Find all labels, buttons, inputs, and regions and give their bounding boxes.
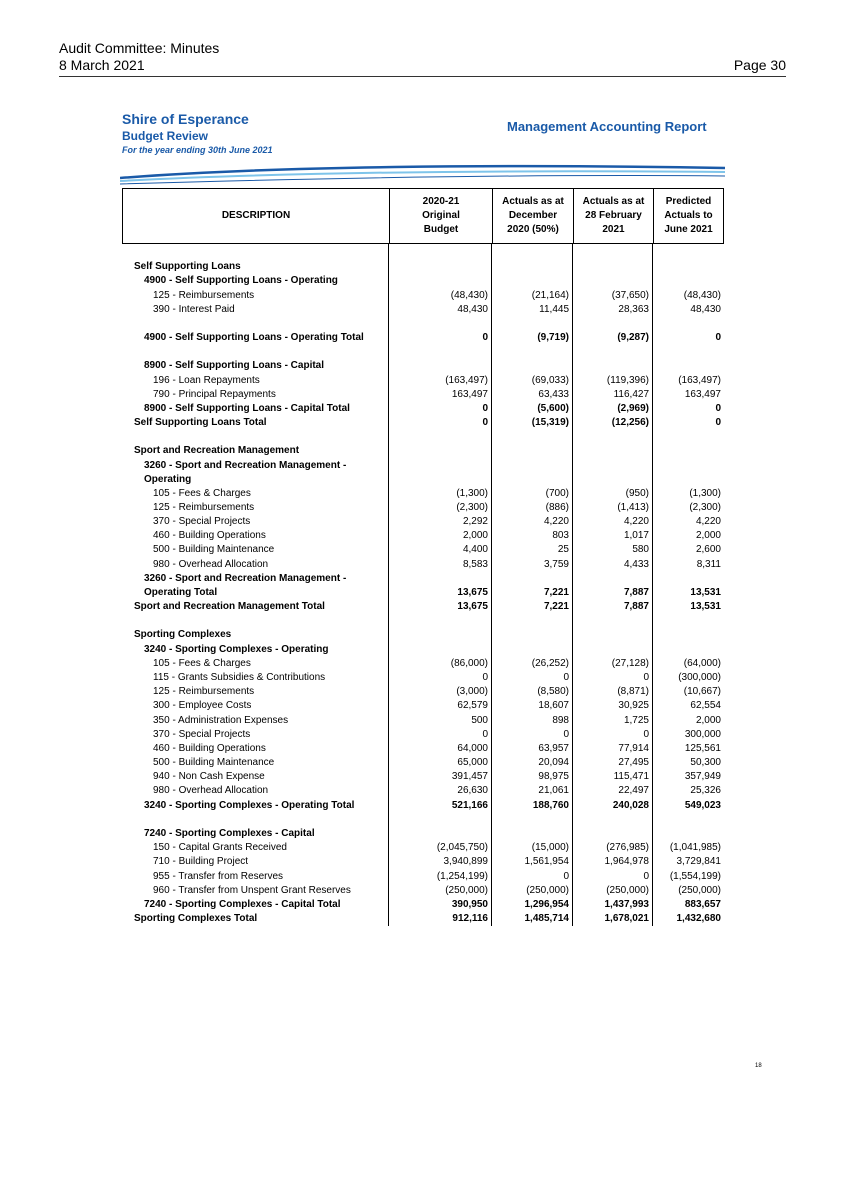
row-value: 1,964,978 [604, 856, 649, 867]
row-value: 26,630 [457, 785, 488, 796]
table-row [122, 671, 724, 685]
row-description: 8900 - Self Supporting Loans - Capital [144, 360, 325, 371]
row-value: (48,430) [450, 290, 488, 301]
row-description: Operating Total [144, 587, 218, 598]
row-value: (1,300) [456, 488, 488, 499]
row-value: 0 [482, 729, 488, 740]
page-label: Page 30 [733, 57, 786, 73]
row-value: 580 [632, 544, 649, 555]
row-value: (12,256) [611, 417, 649, 428]
footer-page-number: 18 [755, 1063, 762, 1069]
table-row [122, 742, 724, 756]
section-heading [122, 459, 724, 473]
report-subtitle: Budget Review [122, 129, 209, 143]
row-description: Operating [144, 474, 192, 485]
row-value: 2,000 [695, 530, 721, 541]
row-value: 13,675 [457, 587, 488, 598]
row-value: 300,000 [684, 729, 721, 740]
row-value: 0 [482, 417, 488, 428]
table-row [122, 870, 724, 884]
row-value: (48,430) [683, 290, 721, 301]
row-value: (1,041,985) [669, 842, 721, 853]
row-value: (5,600) [537, 403, 569, 414]
row-value: 0 [563, 672, 569, 683]
row-value: 1,678,021 [604, 913, 649, 924]
row-value: 4,220 [543, 516, 569, 527]
row-value: (2,969) [617, 403, 649, 414]
row-value: 11,445 [539, 304, 569, 315]
row-value: 62,554 [690, 700, 721, 711]
row-value: 3,940,899 [443, 856, 488, 867]
row-value: 163,497 [451, 389, 488, 400]
row-description: 500 - Building Maintenance [153, 757, 275, 768]
header-swoosh-graphic [120, 160, 725, 186]
row-value: 0 [715, 332, 721, 343]
row-value: 912,116 [452, 913, 488, 924]
table-row [122, 657, 724, 671]
row-value: 8,583 [462, 559, 488, 570]
row-value: 4,220 [695, 516, 721, 527]
row-description: 980 - Overhead Allocation [153, 785, 269, 796]
row-value: (15,319) [531, 417, 569, 428]
row-value: 0 [563, 871, 569, 882]
row-value: (163,497) [445, 375, 488, 386]
table-row [122, 558, 724, 572]
table-header [122, 188, 724, 244]
table-row [122, 402, 724, 416]
row-description: Sporting Complexes Total [134, 913, 258, 924]
row-value: (27,128) [611, 658, 649, 669]
row-value: 7,221 [543, 587, 569, 598]
row-value: 2,600 [695, 544, 721, 555]
row-value: 0 [482, 403, 488, 414]
row-value: (8,580) [537, 686, 569, 697]
row-description: 125 - Reimbursements [153, 686, 255, 697]
table-row [122, 770, 724, 784]
row-value: 4,400 [462, 544, 488, 555]
row-description: 3240 - Sporting Complexes - Operating [144, 644, 329, 655]
row-description: 4900 - Self Supporting Loans - Operating [144, 275, 338, 286]
column-header-actuals-february: Actuals as at 28 February 2021 [573, 189, 653, 243]
section-heading [122, 827, 724, 841]
row-value: (700) [545, 488, 569, 499]
row-value: 240,028 [612, 800, 649, 811]
row-value: 883,657 [684, 899, 721, 910]
row-value: 188,760 [532, 800, 569, 811]
section-heading [122, 260, 724, 274]
column-header-actuals-december: Actuals as at December 2020 (50%) [492, 189, 573, 243]
section-heading [122, 628, 724, 642]
row-value: (1,254,199) [436, 871, 488, 882]
row-value: (950) [625, 488, 649, 499]
row-value: 1,561,954 [524, 856, 569, 867]
row-description: Sporting Complexes [134, 629, 232, 640]
row-value: 13,675 [457, 601, 488, 612]
document-date: 8 March 2021 [59, 57, 145, 73]
row-value: 391,457 [451, 771, 488, 782]
row-value: (886) [545, 502, 569, 513]
row-value: 357,949 [684, 771, 721, 782]
row-value: 25 [557, 544, 569, 555]
row-value: 28,363 [618, 304, 649, 315]
row-value: 4,220 [623, 516, 649, 527]
row-value: 1,437,993 [604, 899, 649, 910]
row-value: 1,432,680 [676, 913, 721, 924]
row-description: 960 - Transfer from Unspent Grant Reserves [153, 885, 351, 896]
row-value: (300,000) [678, 672, 721, 683]
row-value: (163,497) [678, 375, 721, 386]
section-heading [122, 572, 724, 586]
table-row [122, 529, 724, 543]
row-value: 1,485,714 [524, 913, 569, 924]
row-value: (3,000) [456, 686, 488, 697]
section-heading [122, 643, 724, 657]
row-value: 163,497 [684, 389, 721, 400]
row-value: (9,287) [617, 332, 649, 343]
row-value: 63,957 [538, 743, 569, 754]
row-value: (37,650) [611, 290, 649, 301]
organisation-name: Shire of Esperance [122, 111, 249, 127]
row-description: 955 - Transfer from Reserves [153, 871, 284, 882]
page-header [59, 40, 786, 77]
table-row [122, 501, 724, 515]
section-heading [122, 359, 724, 373]
row-description: 3240 - Sporting Complexes - Operating Total [144, 800, 355, 811]
table-row [122, 784, 724, 798]
row-value: 1,017 [623, 530, 649, 541]
row-description: 4900 - Self Supporting Loans - Operating Total [144, 332, 364, 343]
row-description: 7240 - Sporting Complexes - Capital [144, 828, 315, 839]
row-value: (250,000) [606, 885, 649, 896]
row-value: 4,433 [623, 559, 649, 570]
row-description: 8900 - Self Supporting Loans - Capital Total [144, 403, 350, 414]
row-description: Sport and Recreation Management [134, 445, 300, 456]
column-header-description: DESCRIPTION [221, 210, 291, 221]
row-description: 125 - Reimbursements [153, 290, 255, 301]
row-value: 7,887 [623, 601, 649, 612]
table-row [122, 416, 724, 430]
row-description: 460 - Building Operations [153, 530, 266, 541]
row-description: Self Supporting Loans [134, 261, 241, 272]
row-description: 370 - Special Projects [153, 729, 251, 740]
row-value: 13,531 [690, 587, 721, 598]
row-description: 105 - Fees & Charges [153, 658, 251, 669]
organisation-block [122, 110, 273, 156]
row-value: (86,000) [450, 658, 488, 669]
row-description: 125 - Reimbursements [153, 502, 255, 513]
row-description: 390 - Interest Paid [153, 304, 235, 315]
row-value: (276,985) [606, 842, 649, 853]
table-row [122, 898, 724, 912]
column-header-predicted: Predicted Actuals to June 2021 [653, 189, 723, 243]
row-value: 549,023 [684, 800, 721, 811]
row-value: 20,094 [538, 757, 569, 768]
section-heading [122, 274, 724, 288]
table-row [122, 303, 724, 317]
row-description: 105 - Fees & Charges [153, 488, 251, 499]
row-value: 7,887 [623, 587, 649, 598]
table-row [122, 728, 724, 742]
row-value: 13,531 [690, 601, 721, 612]
row-value: 803 [552, 530, 569, 541]
column-header-original-budget: 2020-21 Original Budget [389, 189, 492, 243]
table-row [122, 487, 724, 501]
row-value: 125,561 [684, 743, 721, 754]
table-row [122, 699, 724, 713]
row-value: (15,000) [531, 842, 569, 853]
row-value: 50,300 [690, 757, 721, 768]
row-value: 0 [643, 672, 649, 683]
row-description: 196 - Loan Repayments [153, 375, 260, 386]
table-row [122, 756, 724, 770]
table-row [122, 884, 724, 898]
row-value: 2,292 [462, 516, 488, 527]
row-description: 980 - Overhead Allocation [153, 559, 269, 570]
table-row [122, 388, 724, 402]
section-heading [122, 473, 724, 487]
row-description: 370 - Special Projects [153, 516, 251, 527]
table-row [122, 912, 724, 926]
row-value: 0 [643, 729, 649, 740]
table-row [122, 685, 724, 699]
row-value: 18,607 [538, 700, 569, 711]
row-value: (9,719) [537, 332, 569, 343]
row-description: 940 - Non Cash Expense [153, 771, 265, 782]
row-value: 0 [715, 403, 721, 414]
row-value: (1,300) [689, 488, 721, 499]
report-title: Management Accounting Report [507, 119, 707, 134]
row-description: 500 - Building Maintenance [153, 544, 275, 555]
row-description: 3260 - Sport and Recreation Management - [144, 460, 347, 471]
table-row [122, 543, 724, 557]
row-value: 0 [715, 417, 721, 428]
row-value: (8,871) [617, 686, 649, 697]
row-value: (2,300) [456, 502, 488, 513]
row-value: (10,667) [683, 686, 721, 697]
row-value: 30,925 [618, 700, 649, 711]
row-value: (250,000) [526, 885, 569, 896]
table-row [122, 855, 724, 869]
table-row [122, 600, 724, 614]
row-value: 116,427 [613, 389, 649, 400]
row-description: 710 - Building Project [153, 856, 249, 867]
section-heading [122, 444, 724, 458]
row-value: 2,000 [695, 715, 721, 726]
row-value: 48,430 [690, 304, 721, 315]
row-value: 0 [643, 871, 649, 882]
row-value: (1,413) [617, 502, 649, 513]
row-value: 0 [563, 729, 569, 740]
row-value: 1,725 [623, 715, 649, 726]
row-value: (250,000) [445, 885, 488, 896]
row-value: (21,164) [531, 290, 569, 301]
row-value: 0 [482, 332, 488, 343]
row-value: 65,000 [457, 757, 488, 768]
table-row [122, 586, 724, 600]
row-description: 7240 - Sporting Complexes - Capital Total [144, 899, 341, 910]
row-value: (64,000) [683, 658, 721, 669]
row-value: (250,000) [678, 885, 721, 896]
row-value: 8,311 [696, 559, 721, 570]
table-row [122, 331, 724, 345]
row-description: 460 - Building Operations [153, 743, 266, 754]
row-description: 790 - Principal Repayments [153, 389, 276, 400]
row-value: (2,300) [689, 502, 721, 513]
row-value: 27,495 [618, 757, 649, 768]
row-value: (119,396) [606, 375, 649, 386]
row-value: 115,471 [613, 771, 649, 782]
row-value: 3,759 [543, 559, 569, 570]
document-title: Audit Committee: Minutes [59, 40, 220, 56]
row-value: 500 [471, 715, 488, 726]
row-value: 25,326 [690, 785, 721, 796]
table-row [122, 289, 724, 303]
row-description: 150 - Capital Grants Received [153, 842, 287, 853]
row-value: 62,579 [457, 700, 488, 711]
row-description: 300 - Employee Costs [153, 700, 252, 711]
row-description: 115 - Grants Subsidies & Contributions [153, 672, 326, 683]
row-value: 22,497 [618, 785, 649, 796]
row-value: 64,000 [457, 743, 488, 754]
row-value: 48,430 [457, 304, 488, 315]
row-value: (69,033) [531, 375, 569, 386]
row-value: (1,554,199) [669, 871, 721, 882]
table-row [122, 374, 724, 388]
row-value: 521,166 [451, 800, 488, 811]
row-value: 390,950 [451, 899, 488, 910]
row-value: (26,252) [531, 658, 569, 669]
row-description: 350 - Administration Expenses [153, 715, 289, 726]
row-value: 3,729,841 [676, 856, 721, 867]
table-row [122, 714, 724, 728]
row-value: 7,221 [543, 601, 569, 612]
report-period: For the year ending 30th June 2021 [122, 145, 273, 155]
row-value: 98,975 [538, 771, 569, 782]
row-value: 21,061 [538, 785, 569, 796]
table-row [122, 799, 724, 813]
row-value: 2,000 [462, 530, 488, 541]
row-value: 77,914 [618, 743, 649, 754]
row-value: 898 [552, 715, 569, 726]
row-value: 63,433 [538, 389, 569, 400]
row-description: 3260 - Sport and Recreation Management - [144, 573, 347, 584]
row-value: 1,296,954 [524, 899, 569, 910]
row-value: 0 [482, 672, 488, 683]
table-row [122, 515, 724, 529]
table-row [122, 841, 724, 855]
row-description: Self Supporting Loans Total [134, 417, 267, 428]
row-description: Sport and Recreation Management Total [134, 601, 325, 612]
row-value: (2,045,750) [436, 842, 488, 853]
